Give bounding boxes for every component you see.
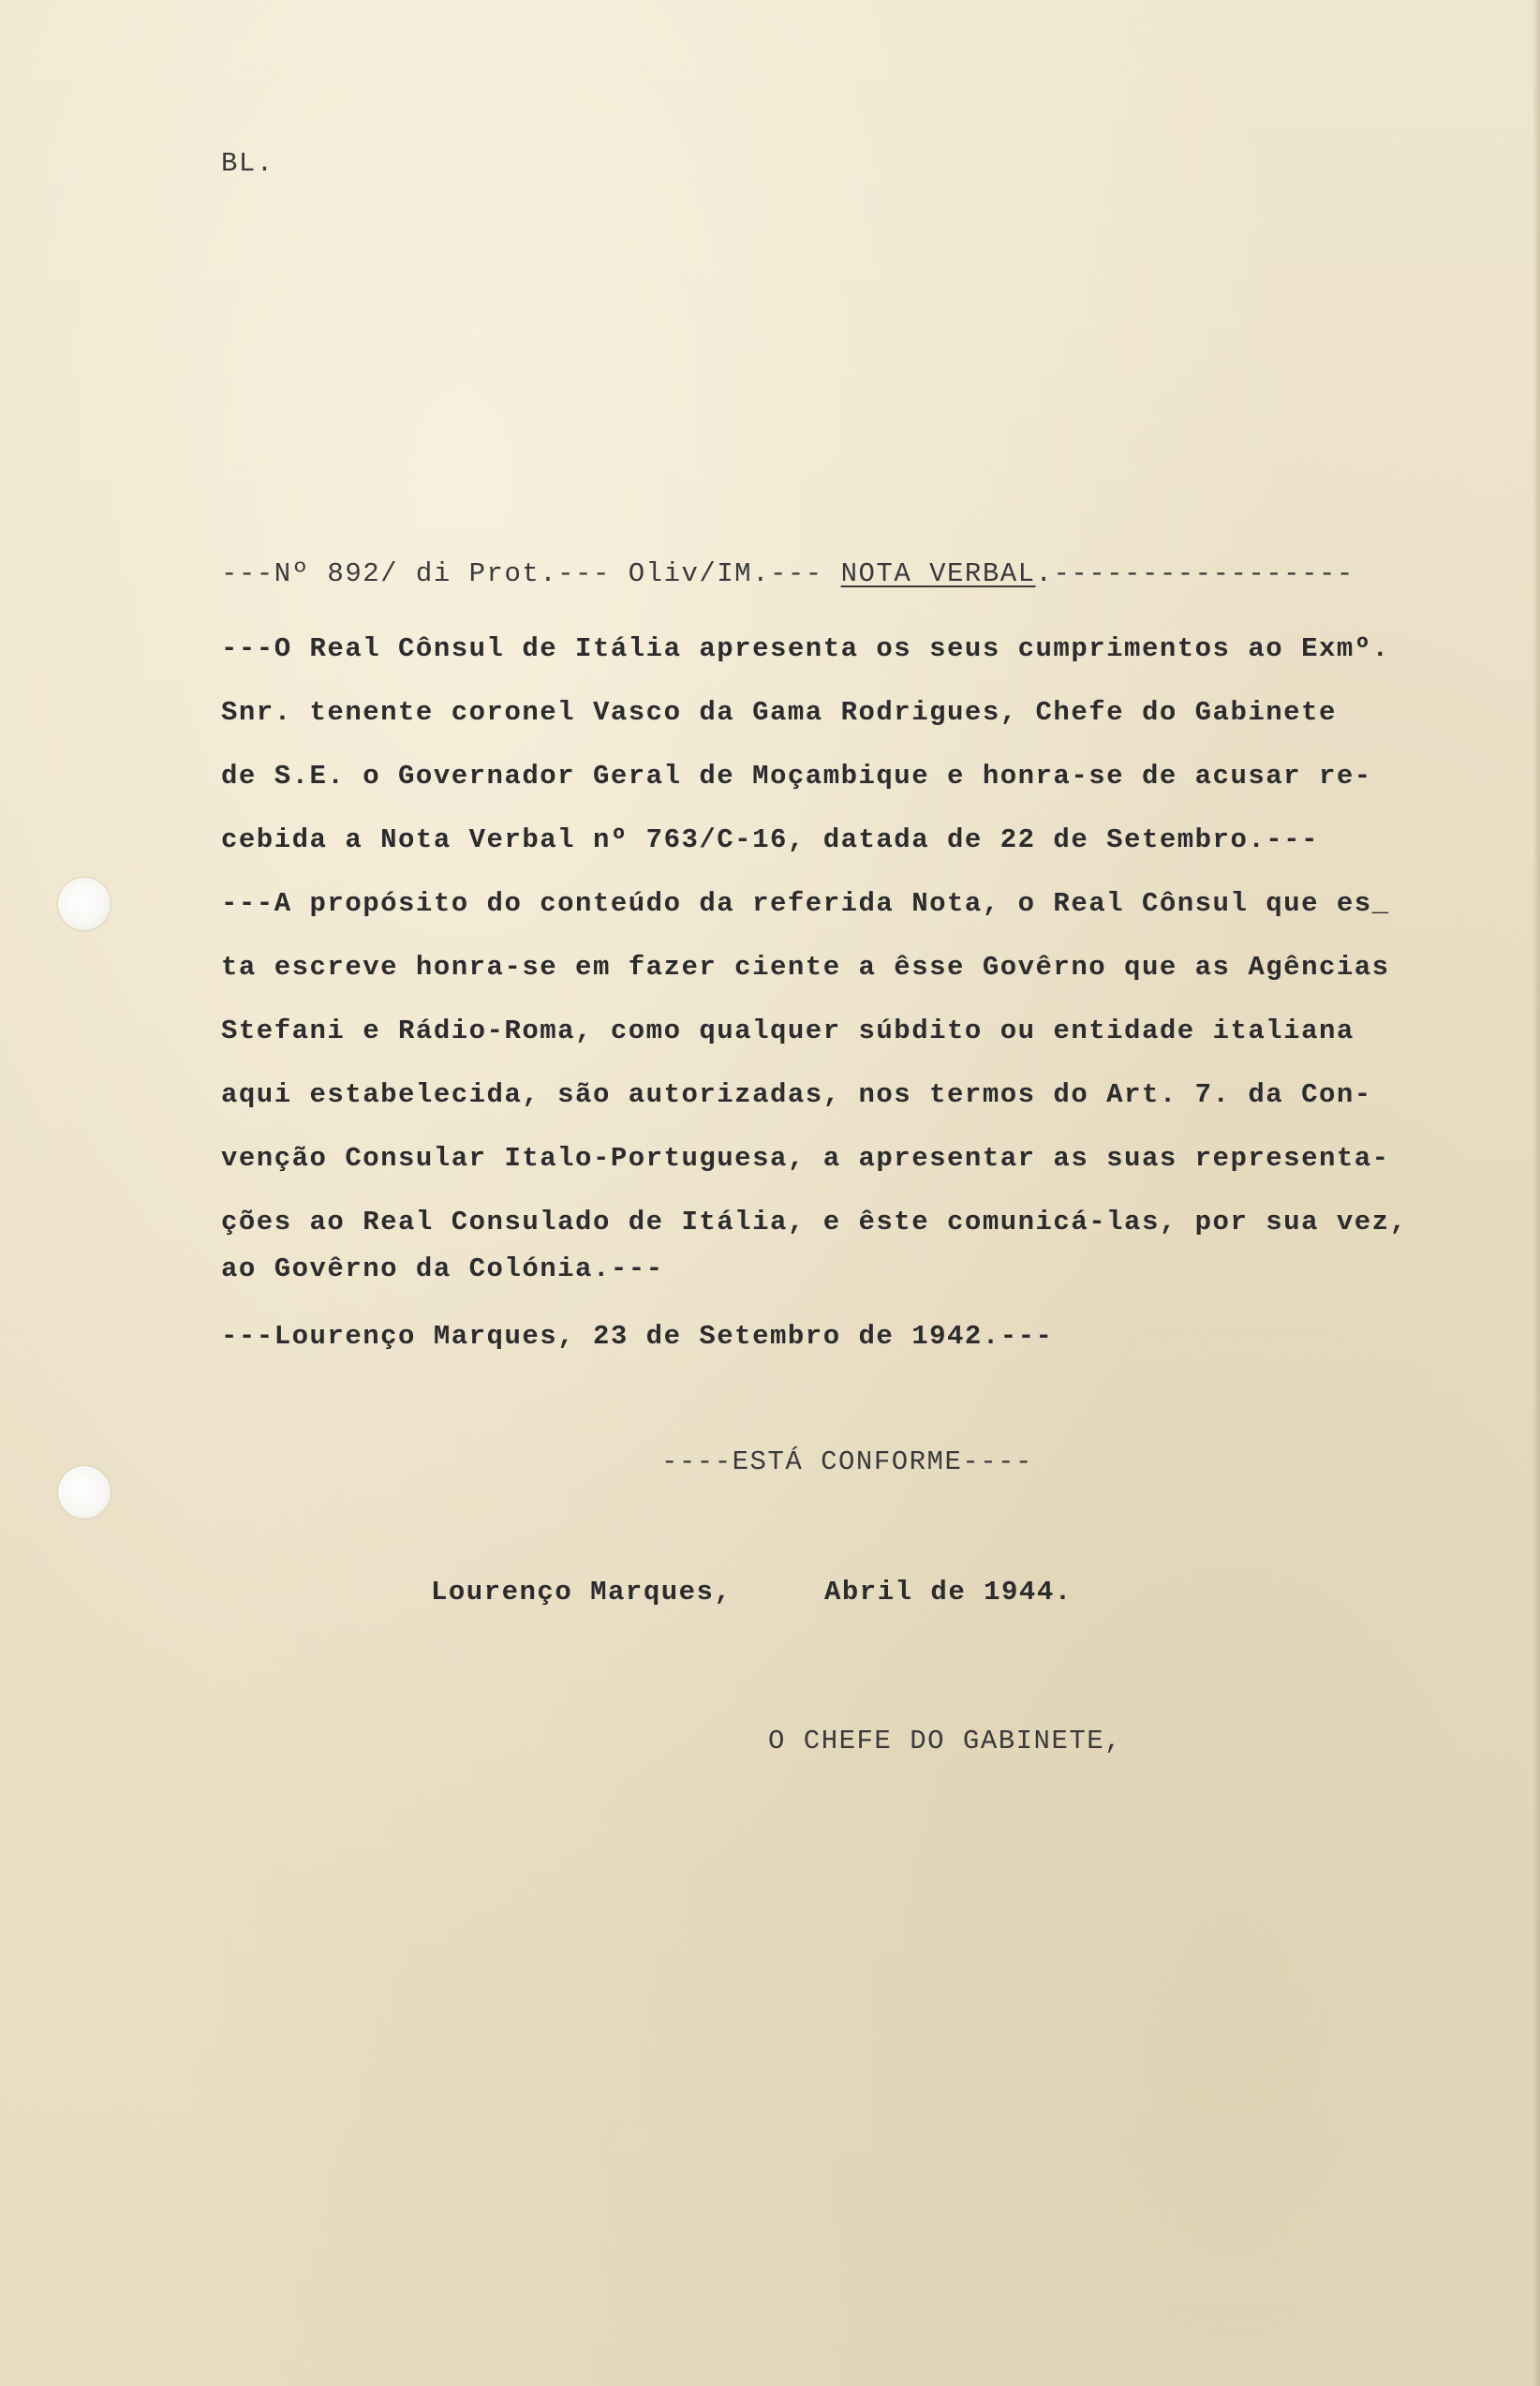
- punch-hole-top: [58, 878, 111, 930]
- body-line: cebida a Nota Verbal nº 763/C-16, datada de 22 de Setembro.---: [221, 824, 1319, 855]
- body-line: ções ao Real Consulado de Itália, e êste comunicá-las, por sua vez,: [221, 1207, 1408, 1237]
- body-line: ---O Real Cônsul de Itália apresenta os seus cumprimentos ao Exmº.: [221, 633, 1390, 664]
- body-line: ta escreve honra-se em fazer ciente a êsse Govêrno que as Agências: [221, 952, 1390, 983]
- body-line: ao Govêrno da Colónia.---: [221, 1253, 664, 1284]
- reference-prefix: ---Nº 892/ di Prot.--- Oliv/IM.---: [221, 558, 841, 589]
- document-title: NOTA VERBAL: [840, 558, 1036, 589]
- punch-hole-bottom: [58, 1466, 111, 1519]
- reference-suffix: .-----------------: [1035, 558, 1355, 589]
- certification-place: Lourenço Marques,: [431, 1577, 733, 1608]
- certification-heading: ----ESTÁ CONFORME----: [661, 1446, 1033, 1477]
- body-line: ---Lourenço Marques, 23 de Setembro de 1942.---: [221, 1321, 1054, 1352]
- body-line: de S.E. o Governador Geral de Moçambique e honra-se de acusar re-: [221, 761, 1372, 792]
- signatory-title: O CHEFE DO GABINETE,: [768, 1726, 1123, 1756]
- header-initials: BL.: [221, 148, 274, 179]
- paper-edge: [1533, 0, 1540, 2386]
- body-line: aqui estabelecida, são autorizadas, nos termos do Art. 7. da Con-: [221, 1079, 1372, 1110]
- body-line: Stefani e Rádio-Roma, como qualquer súbdito ou entidade italiana: [221, 1015, 1355, 1046]
- certification-date: Abril de 1944.: [824, 1577, 1073, 1608]
- body-line: Snr. tenente coronel Vasco da Gama Rodrigues, Chefe do Gabinete: [221, 697, 1337, 728]
- reference-line: [221, 560, 1355, 587]
- body-line: ---A propósito do conteúdo da referida Nota, o Real Cônsul que es_: [221, 888, 1390, 919]
- body-line: venção Consular Italo-Portuguesa, a apresentar as suas representa-: [221, 1143, 1390, 1174]
